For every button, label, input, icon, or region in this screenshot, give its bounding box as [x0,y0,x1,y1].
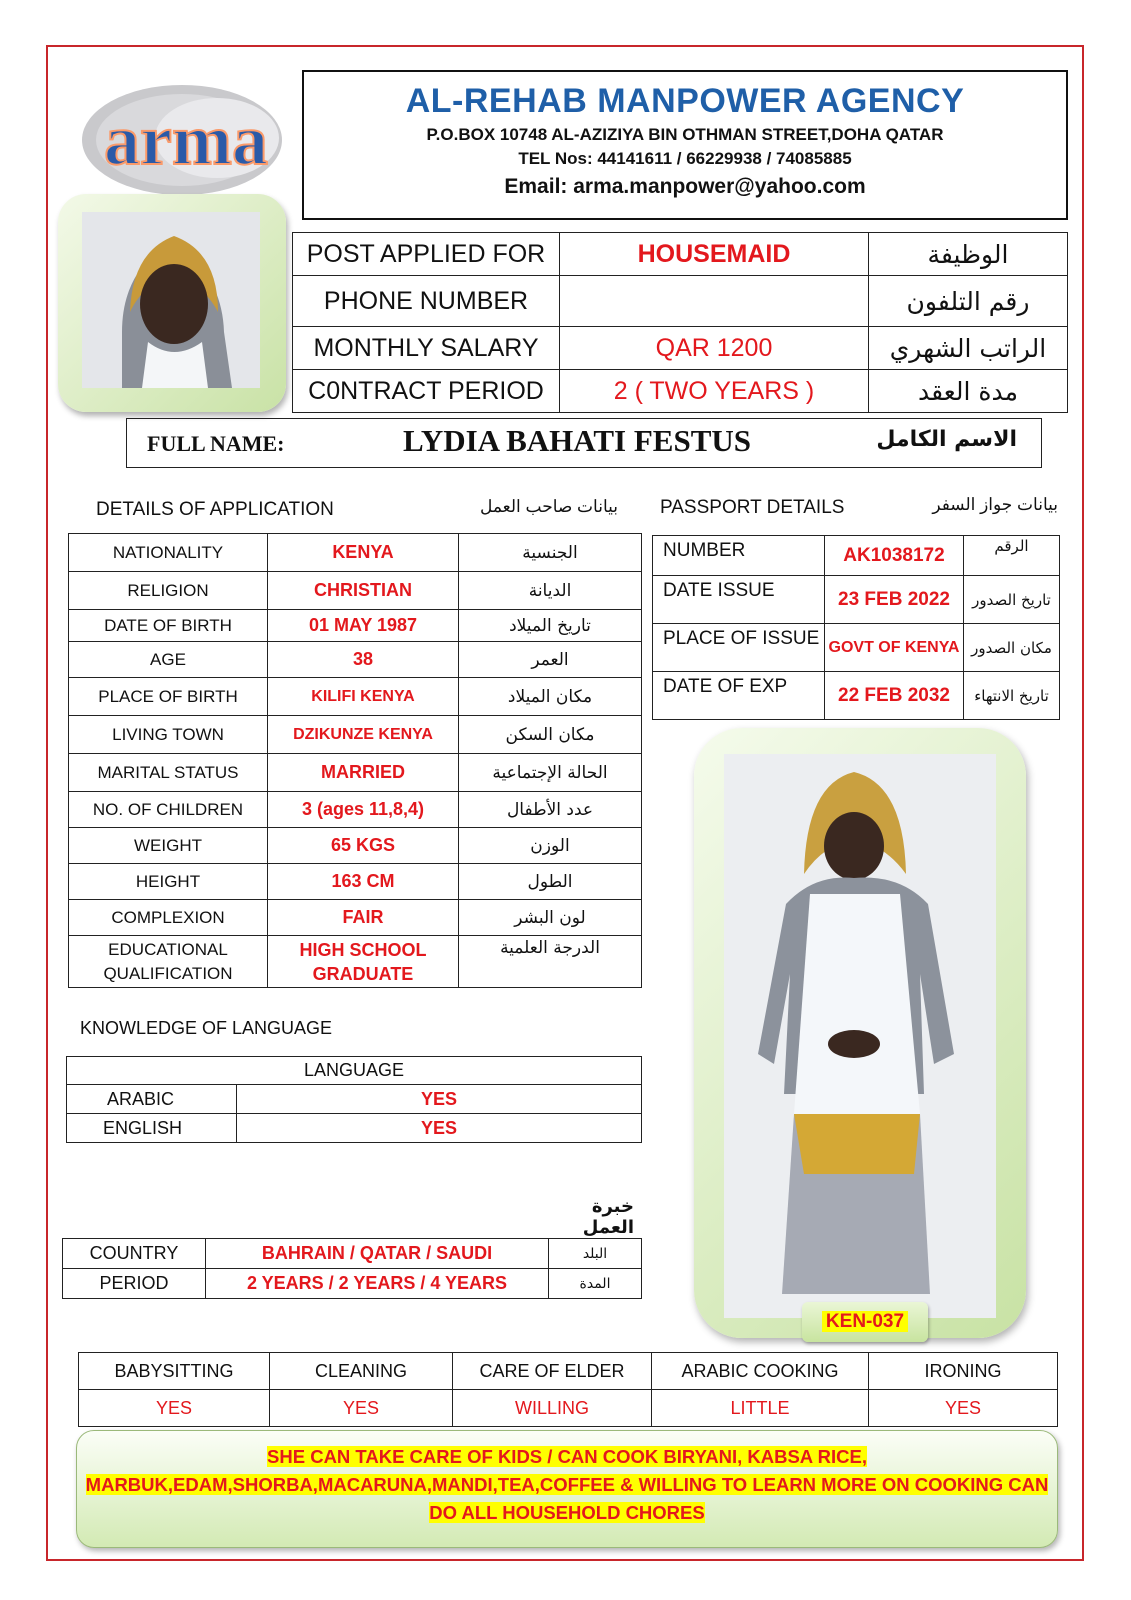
language-value: YES [237,1114,642,1143]
app-label: EDUCATIONAL QUALIFICATION [69,936,268,988]
application-table [68,533,642,988]
skill-value: YES [869,1390,1058,1427]
language-header-row [67,1057,642,1085]
full-name-value: LYDIA BAHATI FESTUS [402,423,751,458]
skill-value: YES [79,1390,270,1427]
passport-value: AK1038172 [825,536,964,576]
skills-table [78,1352,1058,1427]
experience-value: BAHRAIN / QATAR / SAUDI [206,1239,549,1269]
app-label: WEIGHT [69,828,268,864]
app-arabic: تاريخ الميلاد [459,610,642,642]
app-label: NATIONALITY [69,534,268,572]
experience-label: PERIOD [63,1269,206,1299]
application-row [69,678,642,716]
reference-code-badge [802,1302,928,1342]
passport-label: NUMBER [653,536,825,576]
passport-arabic: الرقم [964,536,1060,576]
passport-title-arabic: بيانات جواز السفر [932,495,1058,514]
language-label: ARABIC [67,1085,237,1114]
app-arabic: الجنسية [459,534,642,572]
app-arabic: مكان الميلاد [459,678,642,716]
post-value [560,276,869,327]
language-value: YES [237,1085,642,1114]
language-table [66,1056,642,1143]
application-row [69,642,642,678]
skills-label-row [79,1353,1058,1390]
application-row [69,716,642,754]
experience-arabic: المدة [549,1269,642,1299]
app-arabic: لون البشر [459,900,642,936]
remarks-line [77,1499,1057,1527]
app-arabic: عدد الأطفال [459,792,642,828]
app-label: MARITAL STATUS [69,754,268,792]
post-label: POST APPLIED FOR [293,233,560,276]
app-value: 38 [268,642,459,678]
app-value: 3 (ages 11,8,4) [268,792,459,828]
post-label: MONTHLY SALARY [293,327,560,370]
passport-title: PASSPORT DETAILS [660,497,845,518]
application-row [69,864,642,900]
application-row [69,534,642,572]
post-value: 2 ( TWO YEARS ) [560,370,869,413]
application-title: DETAILS OF APPLICATION [96,499,334,520]
experience-label: COUNTRY [63,1239,206,1269]
passport-row [653,576,1060,624]
passport-arabic: مكان الصدور [964,624,1060,672]
post-row [293,276,1068,327]
passport-label: DATE ISSUE [653,576,825,624]
agency-address: P.O.BOX 10748 AL-AZIZIYA BIN OTHMAN STREET,DOHA QATAR [426,125,944,144]
skills-value-row [79,1390,1058,1427]
full-name-arabic: الاسم الكامل [876,427,1017,452]
remarks-line [77,1471,1057,1499]
app-value: 65 KGS [268,828,459,864]
application-row [69,792,642,828]
agency-logo [82,80,292,200]
skill-value: LITTLE [652,1390,869,1427]
applicant-photo-small [58,194,286,412]
agency-header [302,70,1068,220]
language-row [67,1085,642,1114]
skill-label: BABYSITTING [79,1353,270,1390]
agency-tel: TEL Nos: 44141611 / 66229938 / 74085885 [518,149,852,168]
agency-email: Email: arma.manpower@yahoo.com [504,175,866,198]
experience-row [63,1269,642,1299]
post-row [293,327,1068,370]
passport-label: PLACE OF ISSUE [653,624,825,672]
language-title: KNOWLEDGE OF LANGUAGE [80,1018,333,1038]
app-value: DZIKUNZE KENYA [268,716,459,754]
experience-value: 2 YEARS / 2 YEARS / 4 YEARS [206,1269,549,1299]
skill-value: WILLING [453,1390,652,1427]
applicant-photo-large [694,728,1026,1338]
application-row [69,572,642,610]
skill-label: CARE OF ELDER [453,1353,652,1390]
application-row [69,828,642,864]
post-row [293,233,1068,276]
app-label: DATE OF BIRTH [69,610,268,642]
app-arabic: الحالة الإجتماعية [459,754,642,792]
remarks-line [77,1443,1057,1471]
app-arabic: الوزن [459,828,642,864]
application-row [69,936,642,988]
app-value: FAIR [268,900,459,936]
post-value: QAR 1200 [560,327,869,370]
passport-row [653,624,1060,672]
app-value: KENYA [268,534,459,572]
application-row [69,900,642,936]
app-arabic: الدرجة العلمية [459,936,642,988]
passport-row [653,672,1060,720]
passport-value: GOVT OF KENYA [825,624,964,672]
app-label: RELIGION [69,572,268,610]
agency-name: AL-REHAB MANPOWER AGENCY [405,82,965,120]
post-label: C0NTRACT PERIOD [293,370,560,413]
passport-table [652,535,1060,720]
application-title-arabic: بيانات صاحب العمل [479,497,618,516]
post-table [292,232,1068,413]
post-arabic: رقم التلفون [869,276,1068,327]
app-value: MARRIED [268,754,459,792]
skill-label: ARABIC COOKING [652,1353,869,1390]
language-header: LANGUAGE [67,1057,642,1085]
application-row [69,754,642,792]
remarks-text: DO ALL HOUSEHOLD CHORES [429,1502,705,1523]
post-row [293,370,1068,413]
experience-title-arabic: خبرة العمل [582,1196,634,1238]
passport-value: 22 FEB 2032 [825,672,964,720]
passport-arabic: تاريخ الصدور [964,576,1060,624]
post-arabic: الوظيفة [869,233,1068,276]
skill-label: IRONING [869,1353,1058,1390]
remarks-text: SHE CAN TAKE CARE OF KIDS / CAN COOK BIRYANI, KABSA RICE, [267,1446,867,1467]
skill-value: YES [270,1390,453,1427]
logo-text: arma [104,100,268,180]
language-label: ENGLISH [67,1114,237,1143]
experience-row [63,1239,642,1269]
passport-label: DATE OF EXP [653,672,825,720]
app-arabic: مكان السكن [459,716,642,754]
app-arabic: الطول [459,864,642,900]
language-row [67,1114,642,1143]
app-value: CHRISTIAN [268,572,459,610]
passport-arabic: تاريخ الانتهاء [964,672,1060,720]
app-label: COMPLEXION [69,900,268,936]
post-arabic: الراتب الشهري [869,327,1068,370]
skill-label: CLEANING [270,1353,453,1390]
app-value: 163 CM [268,864,459,900]
application-row [69,610,642,642]
passport-value: 23 FEB 2022 [825,576,964,624]
reference-code: KEN-037 [822,1311,908,1332]
app-label: PLACE OF BIRTH [69,678,268,716]
app-value: KILIFI KENYA [268,678,459,716]
experience-table [62,1238,642,1299]
app-value: 01 MAY 1987 [268,610,459,642]
post-arabic: مدة العقد [869,370,1068,413]
post-value: HOUSEMAID [560,233,869,276]
post-label: PHONE NUMBER [293,276,560,327]
experience-arabic: البلد [549,1239,642,1269]
app-label: AGE [69,642,268,678]
app-arabic: الديانة [459,572,642,610]
full-name-label: FULL NAME: [147,431,285,456]
app-value: HIGH SCHOOL GRADUATE [268,936,459,988]
passport-row [653,536,1060,576]
remarks-text: MARBUK,EDAM,SHORBA,MACARUNA,MANDI,TEA,COFFEE & WILLING TO LEARN MORE ON COOKING CAN [85,1474,1049,1495]
app-label: LIVING TOWN [69,716,268,754]
app-arabic: العمر [459,642,642,678]
app-label: NO. OF CHILDREN [69,792,268,828]
app-label: HEIGHT [69,864,268,900]
remarks-box [76,1430,1058,1548]
full-name-box [126,418,1042,468]
